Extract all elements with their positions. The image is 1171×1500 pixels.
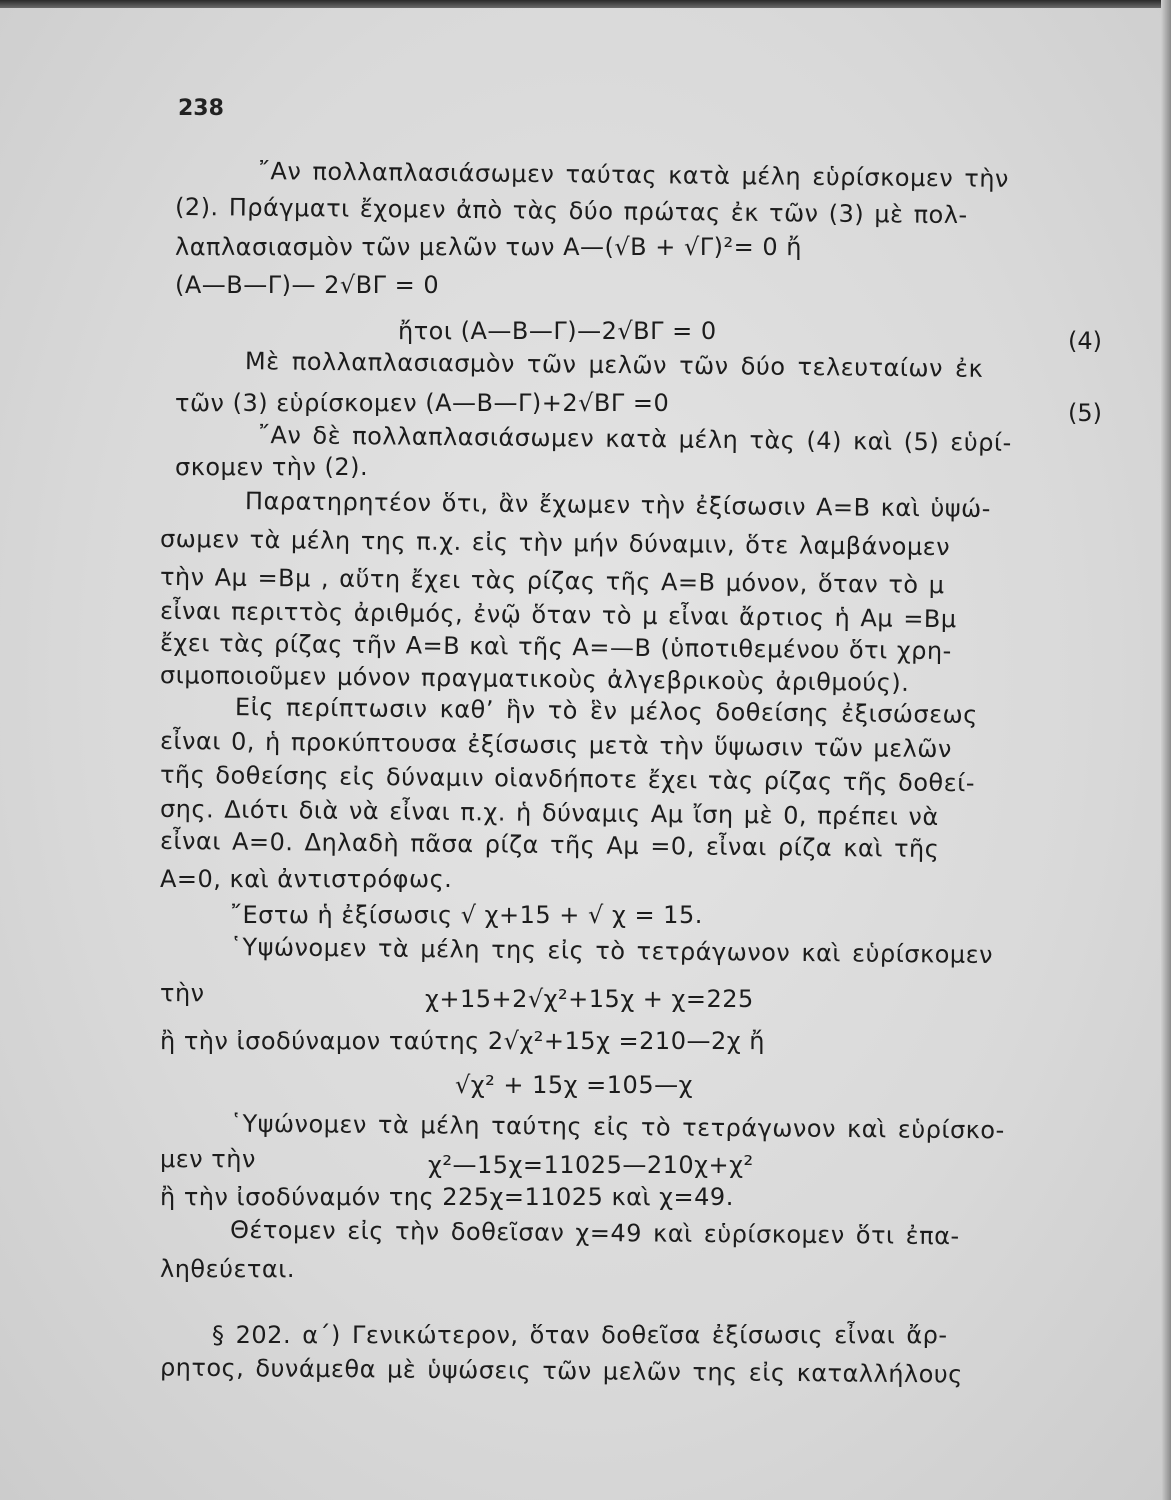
text-line: τὴν Αμ =Βμ , αὕτη ἔχει τὰς ρίζας τῆς Α=Β μόνον, ὅταν τὸ μ (159, 562, 945, 600)
page-number: 238 (178, 96, 224, 121)
text-line: ῾Υψώνομεν τὰ μέλη της εἰς τὸ τετράγωνον καὶ εὑρίσκομεν (229, 933, 994, 969)
text-line: (2). Πράγματι ἔχομεν ἀπὸ τὰς δύο πρώτας ἐκ τῶν (3) μὲ πολ- (174, 192, 968, 230)
text-line: ῎Αν πολλαπλασιάσωμεν ταύτας κατὰ μέλη εὑρίσκομεν τὴν (257, 157, 1010, 193)
text-line: εἶναι 0, ἡ προκύπτουσα ἐξίσωσις μετὰ τὴν ὕψωσιν τῶν μελῶν (159, 726, 952, 764)
text-line: εἶναι Α=0. Δηλαδὴ πᾶσα ρίζα τῆς Αμ =0, εἶναι ρίζα καὶ τῆς (159, 826, 940, 864)
text-line: ῎Αν δὲ πολλαπλασιάσωμεν κατὰ μέλη τὰς (4) καὶ (5) εὑρί- (257, 421, 1012, 457)
text-line: μεν τὴν (160, 1145, 256, 1173)
text-line: εἶναι περιττὸς ἀριθμός, ἐνῷ ὅταν τὸ μ εἶναι ἄρτιος ἡ Αμ =Βμ (159, 596, 957, 634)
text-line: Θέτομεν εἰς τὴν δοθεῖσαν χ=49 καὶ εὑρίσκομεν ὅτι ἐπα- (229, 1215, 960, 1251)
text-line: (Α—Β—Γ)— 2√ΒΓ = 0 (175, 271, 440, 299)
text-line: Εἰς περίπτωσιν καθ’ ἣν τὸ ἓν μέλος δοθείσης ἐξισώσεως (234, 693, 978, 729)
text-line: Α=0, καὶ ἀντιστρόφως. (160, 865, 453, 893)
text-line: ἔχει τὰς ρίζας τῆν Α=Β καὶ τῆς Α=—Β (ὑποτιθεμένου ὅτι χρη- (159, 628, 952, 666)
text-line: τὴν (160, 979, 205, 1007)
text-line: ἢ τὴν ἰσοδύναμον ταύτης 2√χ²+15χ =210—2χ ἤ (160, 1027, 765, 1055)
text-line: Μὲ πολλαπλασιασμὸν τῶν μελῶν τῶν δύο τελευταίων ἐκ (244, 347, 984, 383)
text-line: λαπλασιασμὸν τῶν μελῶν των Α—(√Β + √Γ)²= 0 ἤ (175, 233, 802, 261)
text-line: ληθεύεται. (160, 1255, 295, 1283)
text-line: τῆς δοθείσης εἰς δύναμιν οἱανδήποτε ἔχει τὰς ρίζας τῆς δοθεί- (159, 760, 976, 798)
scan-top-edge (0, 0, 1171, 8)
text-line: σωμεν τὰ μέλη της π.χ. εἰς τὴν μήν δύναμιν, ὅτε λαμβάνομεν (159, 524, 951, 562)
text-line: ἤτοι (Α—Β—Γ)—2√ΒΓ = 0 (398, 317, 717, 345)
text-line: σιμοποιοῦμεν μόνον πραγματικοὺς ἀλγεβρικοὺς ἀριθμούς). (159, 661, 910, 697)
equation-number-5: (5) (1068, 399, 1102, 427)
text-line: ἢ τὴν ἰσοδύναμόν της 225χ=11025 καὶ χ=49. (160, 1183, 734, 1211)
text-line: ρητος, δυνάμεθα μὲ ὑψώσεις τῶν μελῶν της εἰς καταλλήλους (159, 1353, 963, 1389)
text-line: χ²—15χ=11025—210χ+χ² (428, 1151, 754, 1179)
scan-right-edge (1161, 0, 1171, 1500)
text-line: τῶν (3) εὑρίσκομεν (Α—Β—Γ)+2√ΒΓ =0 (175, 389, 670, 417)
text-line: σκομεν τὴν (2). (175, 453, 369, 481)
section-heading-202: § 202. α΄) Γενικώτερον, ὅταν δοθεῖσα ἐξίσωσις εἶναι ἄρ- (212, 1321, 948, 1349)
text-line: √χ² + 15χ =105—χ (455, 1071, 693, 1099)
text-line: χ+15+2√χ²+15χ + χ=225 (425, 985, 754, 1013)
text-line: ῎Εστω ἡ ἐξίσωσις √ χ+15 + √ χ = 15. (230, 901, 703, 929)
equation-number-4: (4) (1068, 327, 1102, 355)
text-line: σης. Διότι διὰ νὰ εἶναι π.χ. ἡ δύναμις Αμ ἴση μὲ 0, πρέπει νὰ (159, 794, 939, 832)
text-line: Παρατηρητέον ὅτι, ἂν ἔχωμεν τὴν ἐξίσωσιν Α=Β καὶ ὑψώ- (244, 487, 992, 523)
text-line: ῾Υψώνομεν τὰ μέλη ταύτης εἰς τὸ τετράγωνον καὶ εὑρίσκο- (229, 1109, 1005, 1145)
